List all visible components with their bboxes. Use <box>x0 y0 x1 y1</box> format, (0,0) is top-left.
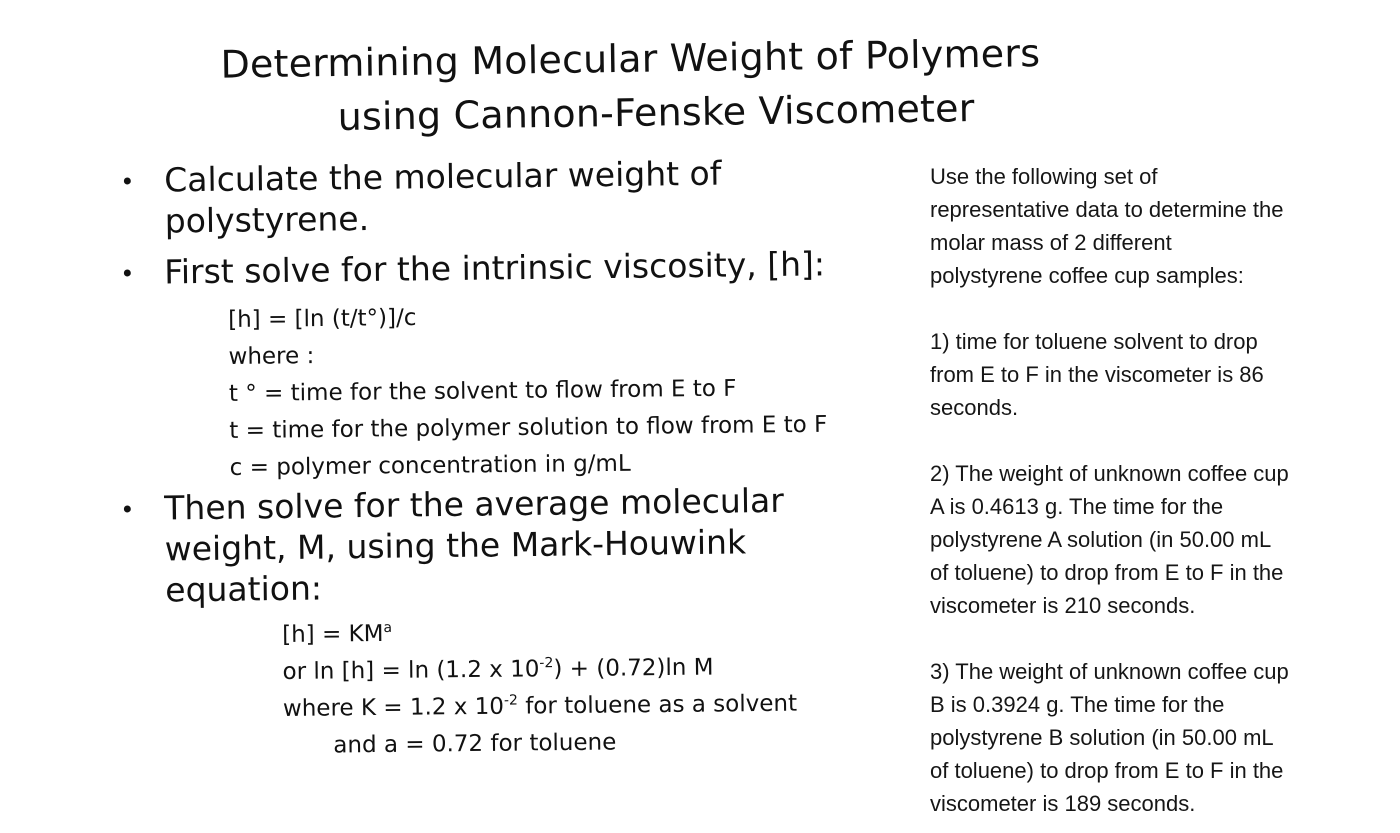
page-title <box>190 26 1071 146</box>
data-panel <box>930 160 1370 833</box>
k-definition <box>283 686 797 728</box>
bullet-text: First solve for the intrinsic viscosity, [h]: <box>164 244 826 292</box>
bullet-dot: • <box>120 495 135 524</box>
title-line-1: Determining Molecular Weight of Polymers <box>220 31 1041 87</box>
equation-text: where K = 1.2 x 10 <box>282 693 505 722</box>
equation-text: for toluene as a solvent <box>517 690 798 720</box>
a-definition: and a = 0.72 for toluene <box>333 729 617 759</box>
bullet-dot: • <box>120 259 135 288</box>
t-definition: t = time for the polymer solution to flow from E to F <box>229 411 828 444</box>
exponent: -2 <box>539 655 554 672</box>
c-definition: c = polymer concentration in g/mL <box>229 450 631 481</box>
where-label: where : <box>228 343 315 370</box>
equation-text: or ln [h] = ln (1.2 x 10 <box>282 656 540 685</box>
bullet-mark-houwink <box>120 479 881 611</box>
equation-text: [h] = KM <box>282 620 384 648</box>
exponent: -2 <box>503 692 518 709</box>
title-line-2: using Cannon-Fenske Viscometer <box>337 86 975 139</box>
mark-houwink-equation <box>282 612 796 654</box>
exponent: a <box>383 619 393 636</box>
data-item-1: 1) time for toluene solvent to drop from E to F in the viscometer is 86 seconds. <box>930 329 1264 420</box>
bullet-text: Then solve for the average molecular weight, M, using the Mark-Houwink equation: <box>164 480 785 610</box>
log-form-equation <box>282 649 796 691</box>
data-intro: Use the following set of representative data to determine the molar mass of 2 different polystyrene coffee cup samples: <box>930 164 1284 288</box>
bullet-text: Calculate the molecular weight of polystyrene. <box>164 153 722 241</box>
intrinsic-formula: [h] = [ln (t/t°)]/c <box>228 305 417 333</box>
bullet-dot: • <box>120 167 135 196</box>
data-item-3: 3) The weight of unknown coffee cup B is 0.3924 g. The time for the polystyrene B solution (in 50.00 mL of toluene) to drop from E to F in the viscometer is 189 seconds. <box>930 659 1289 816</box>
bullet-calculate <box>120 151 841 242</box>
equation-text: ) + (0.72)ln M <box>553 654 714 683</box>
t0-definition: t ° = time for the solvent to flow from E to F <box>228 375 737 407</box>
data-item-2: 2) The weight of unknown coffee cup A is 0.4613 g. The time for the polystyrene A solution (in 50.00 mL of toluene) to drop from E to F in the viscometer is 210 seconds. <box>930 461 1289 618</box>
intrinsic-viscosity-formula-block <box>228 296 828 487</box>
bullet-intrinsic-viscosity <box>120 243 880 293</box>
mark-houwink-formula-block <box>282 612 798 765</box>
